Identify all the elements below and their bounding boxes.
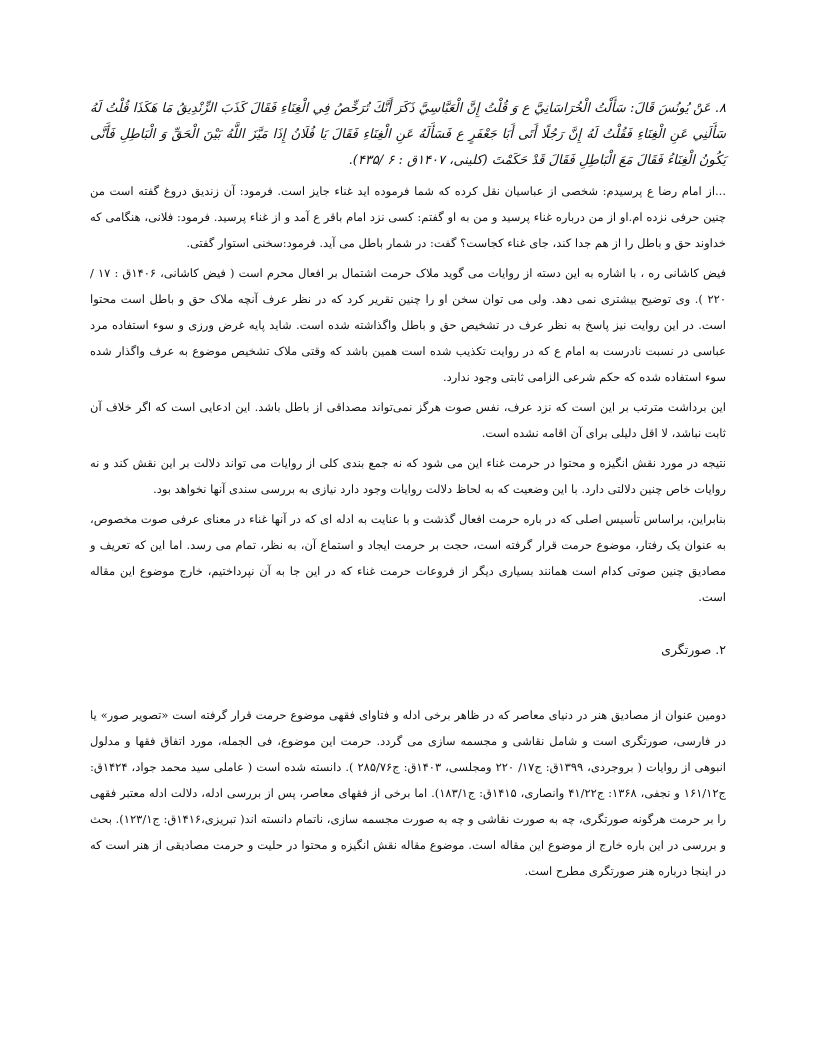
interpretation-paragraph: این برداشت مترتب بر این است که نزد عرف، نفس صوت هرگز نمی‌تواند مصداقی از باطل باشد. این ادعایی است که اگر خلاف آن ثابت نباشد، لا اقل دلیلی برای آن اقامه نشده است. bbox=[90, 400, 726, 440]
arabic-hadith-paragraph: ٨. عَنْ يُونُسَ قَالَ: سَأَلْتُ الْخُرَاسَانِيَّ ع وَ قُلْتُ إِنَّ الْعَبَّاسِيَّ ذَكَرَ أَنَّكَ تُرَخِّصُ فِي الْغِنَاءِ فَقَالَ كَذَبَ الزِّنْدِيقُ مَا هَكَذَا قُلْتُ لَهُ سَأَلَنِي عَنِ الْغِنَاءِ فَقُلْتُ لَهُ إِنَّ رَجُلًا أَتَى أَبَا جَعْفَرٍ ع فَسَأَلَهُ عَنِ الْغِنَاءِ فَقَالَ يَا فُلَانُ إِذَا مَيَّزَ اللَّهُ بَيْنَ الْحَقِّ وَ الْبَاطِلِ فَأَنَّى يَكُونُ الْغِنَاءُ فَقَالَ مَعَ الْبَاطِلِ فَقَالَ قَدْ حَكَمْتَ (کلینی، ۱۴۰۷ق : ۶ /۴۳۵). bbox=[90, 101, 726, 168]
summary-paragraph: بنابراین، براساس تأسیس اصلی که در باره حرمت افعال گذشت و با عنایت به ادله ای که در آنها غناء در معنای عرفی صوت مخصوص، به عنوان یک رفتار، موضوع حرمت قرار گرفته است، حجت بر حرمت ایجاد و استماع آن، به نظر، تمام می رسد. اما این که تعریف و مصادیق چنین صوتی کدام است همانند بسیاری دیگر از فروعات حرمت غناء که در این جا به آن نپرداختیم، خارج موضوع این مقاله است. bbox=[90, 512, 726, 604]
section-heading: ۲. صورتگری bbox=[661, 642, 726, 657]
hadith-translation-paragraph: ...از امام رضا ع پرسیدم: شخصی از عباسیان نقل کرده که شما فرموده اید غناء جایز است. فرمود: آن زندیق دروغ گفته است من چنین حرفی نزده ام.او از من درباره غناء پرسید و من به او گفتم: کسی نزد امام باقر ع آمد و از غناء پرسید. فرمود: فلانی، هنگامی که خداوند حق و باطل را از هم جدا کند، جای غناء کجاست؟ گفت: در شمار باطل می آید. فرمود:سخنی استوار گفتی. bbox=[90, 184, 726, 250]
conclusion-paragraph: نتیجه در مورد نقش انگیزه و محتوا در حرمت غناء این می شود که نه جمع بندی کلی از روایات می تواند دلالت بر این نقش کند و نه روایات خاص چنین دلالتی دارد. با این وضعیت که به لحاظ دلالت روایات وجود دارد نیازی به بررسی سندی آنها نخواهد بود. bbox=[90, 456, 726, 496]
feyz-kashani-paragraph: فیض کاشانی ره ، با اشاره به این دسته از روایات می گوید ملاک حرمت اشتمال بر افعال محرم است ( فیض کاشانی، ۱۴۰۶ق : ۱۷ /۲۲۰ ). وی توضیح بیشتری نمی دهد. ولی می توان سخن او را چنین تقریر کرد که در نظر عرف آنچه ملاک حق و باطل است محتوا است. در این روایت نیز پاسخ به نظر عرف در تشخیص حق و باطل واگذاشته شده است. شاید پایه غرض ورزی و سوء استفاده مرد عباسی در نسبت نادرست به امام ع که در روایت تکذیب شده است همین باشد که وقتی ملاک تشخیص موضوع به عرف واگذار شده سوء استفاده شده که حکم شرعی الزامی ثابتی وجود ندارد. bbox=[90, 266, 727, 384]
section-body-paragraph: دومین عنوان از مصادیق هنر در دنیای معاصر که در ظاهر برخی ادله و فتاوای فقهی موضوع حرمت قرار گرفته است «تصویر صور» یا در فارسی، صورتگری است و شامل نقاشی و مجسمه سازی می گردد. حرمت این موضوع، فی الجمله، مورد اتفاق فقها و مدلول انبوهی از روایات ( بروجردی، ۱۳۹۹ق: ج۱۷/ ۲۲۰ ومجلسی، ۱۴۰۳ق: ج۲۸۵/۷۶ ). دانسته شده است ( عاملی سید محمد جواد، ۱۴۲۴ق: ج۱۶۱/۱۲ و نجفی، ۱۳۶۸: ج۴۱/۲۲ وانصاری، ۱۴۱۵ق: ج۱۸۳/۱). اما برخی از فقهای معاصر، پس از بررسی ادله، دلالت ادله معتبر فقهی را بر حرمت هرگونه صورتگری، چه به صورت نقاشی و چه به صورت مجسمه سازی، ناتمام دانسته اند( تبریزی،۱۴۱۶ق: ج۱۲۳/۱). بحث و بررسی در این باره خارج از موضوع این مقاله است. موضوع مقاله نقش انگیزه و محتوا در حلیت و حرمت مصادیقی از هنر است که در اینجا درباره هنر صورتگری مطرح است. bbox=[90, 708, 726, 878]
